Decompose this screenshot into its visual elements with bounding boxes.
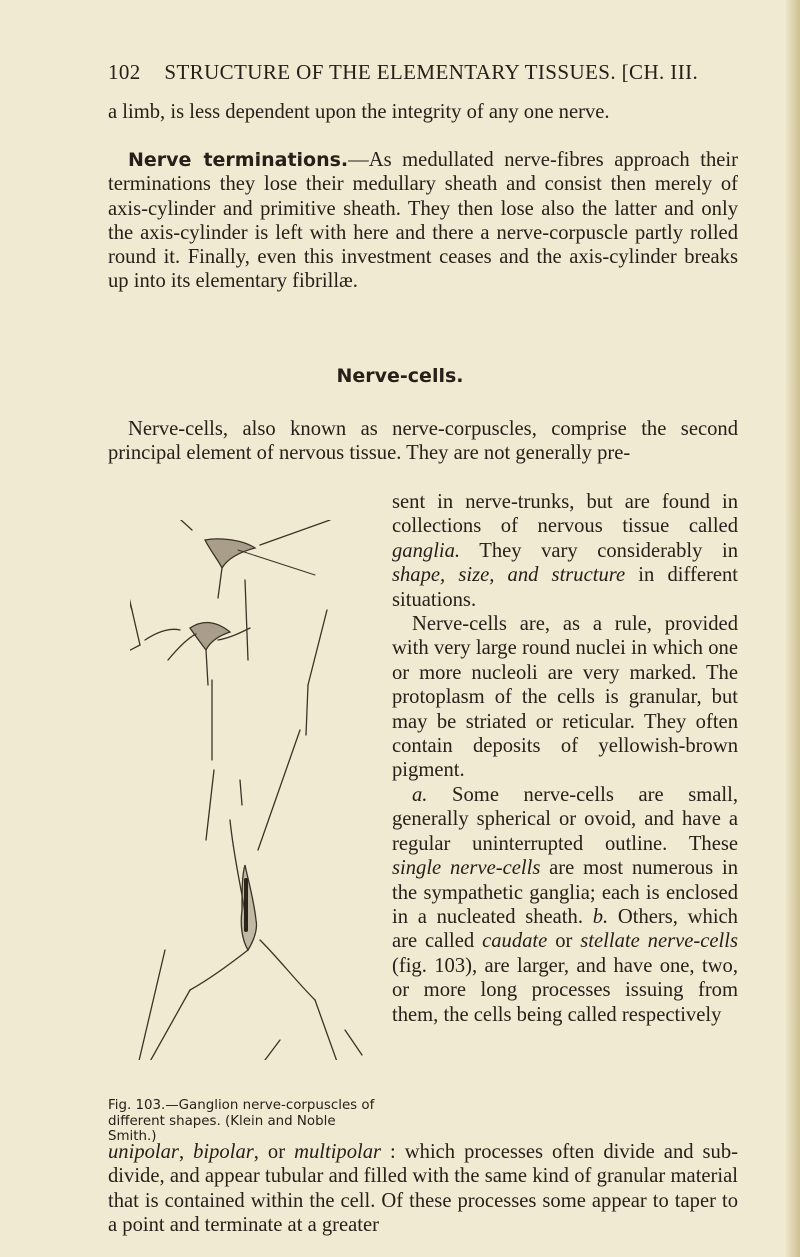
figure-caption [108, 1098, 380, 1145]
term-unipolar: unipolar [108, 1141, 179, 1163]
term-single-nerve-cells: single nerve-cells [392, 857, 541, 880]
figure-103-illustration [130, 520, 375, 1060]
paragraph-processes [108, 1140, 738, 1237]
text-run: in different situations. [392, 564, 738, 611]
paragraph-intro: Nerve-cells, also known as nerve-corpuscles, comprise the second principal element of nervous tissue. They are not generally pre- [108, 418, 738, 465]
term-bipolar: bipolar [193, 1141, 254, 1163]
term-multipolar: multipolar [294, 1141, 382, 1163]
right-column-text [392, 490, 738, 1027]
text-run: are most numerous in the sympathetic ganglia; each is enclosed in a nucleated sheath. [392, 857, 739, 928]
term-stellate: stellate nerve-cells [580, 930, 738, 953]
term-caudate: caudate [482, 930, 548, 953]
text-run: They vary considerably in [460, 539, 738, 562]
paragraph-limb: a limb, is less dependent upon the integrity of any one nerve. [108, 101, 610, 123]
nerve-terminations-heading: Nerve terminations. [128, 149, 349, 171]
term-ganglia: ganglia. [392, 539, 461, 562]
text-run: or [547, 930, 581, 953]
figure-caption-text: Ganglion nerve-corpuscles of different shapes. (Klein and Noble Smith.) [108, 1098, 375, 1144]
text-run: , [178, 1141, 194, 1163]
page-number: 102 [108, 60, 141, 84]
text-run: sent in nerve-trunks, but are found in collections of nervous tissue called [392, 491, 738, 538]
term-shape-size-structure: shape, size, and structure [392, 564, 626, 587]
nerve-terminations-body: —As medullated nerve-fibres approach their terminations they lose their medullary sheath and consist then merely of axis-cylinder and primitive sheath. They then lose also the latter and only the axis-cylinder is left with here and there a nerve-corpuscle partly rolled round it. Finally, even this investment ceases and the axis-cylinder breaks up into its elementary fibrillæ. [108, 149, 738, 293]
figure-label: Fig. 103.— [108, 1098, 179, 1113]
paragraph-nuclei: Nerve-cells are, as a rule, provided with very large round nuclei in which one or more nucleoli are very marked. The protoplasm of the cells is granular, but may be striated or reticular. They often contain deposits of yellowish-brown pigment. [392, 613, 738, 782]
text-run: : which processes often divide and sub-divide, and appear tubular and filled with the same kind of granular material that is contained within the cell. Of these processes some appear to taper to a point and terminate at a greater [108, 1141, 739, 1236]
label-a: a. [412, 783, 428, 806]
chapter-label: [CH. III. [621, 60, 699, 84]
text-run: (fig. 103), are larger, and have one, two, or more long processes issuing from them, the cells being called respectively [392, 954, 738, 1026]
text-run: Some nerve-cells are small, generally spherical or ovoid, and have a regular uninterrupted outline. These [392, 783, 738, 855]
paragraph-cell-types [392, 783, 738, 1027]
text-run: , or [253, 1141, 295, 1163]
running-title: STRUCTURE OF THE ELEMENTARY TISSUES. [164, 60, 616, 84]
paragraph-nerve-terminations [108, 148, 738, 294]
running-header [108, 60, 736, 85]
page-edge [786, 0, 800, 1257]
paragraph-ganglia [392, 490, 738, 612]
label-b: b. [592, 905, 609, 928]
text-run: Others, which are called [392, 905, 738, 953]
section-title: Nerve-cells. [336, 365, 464, 387]
